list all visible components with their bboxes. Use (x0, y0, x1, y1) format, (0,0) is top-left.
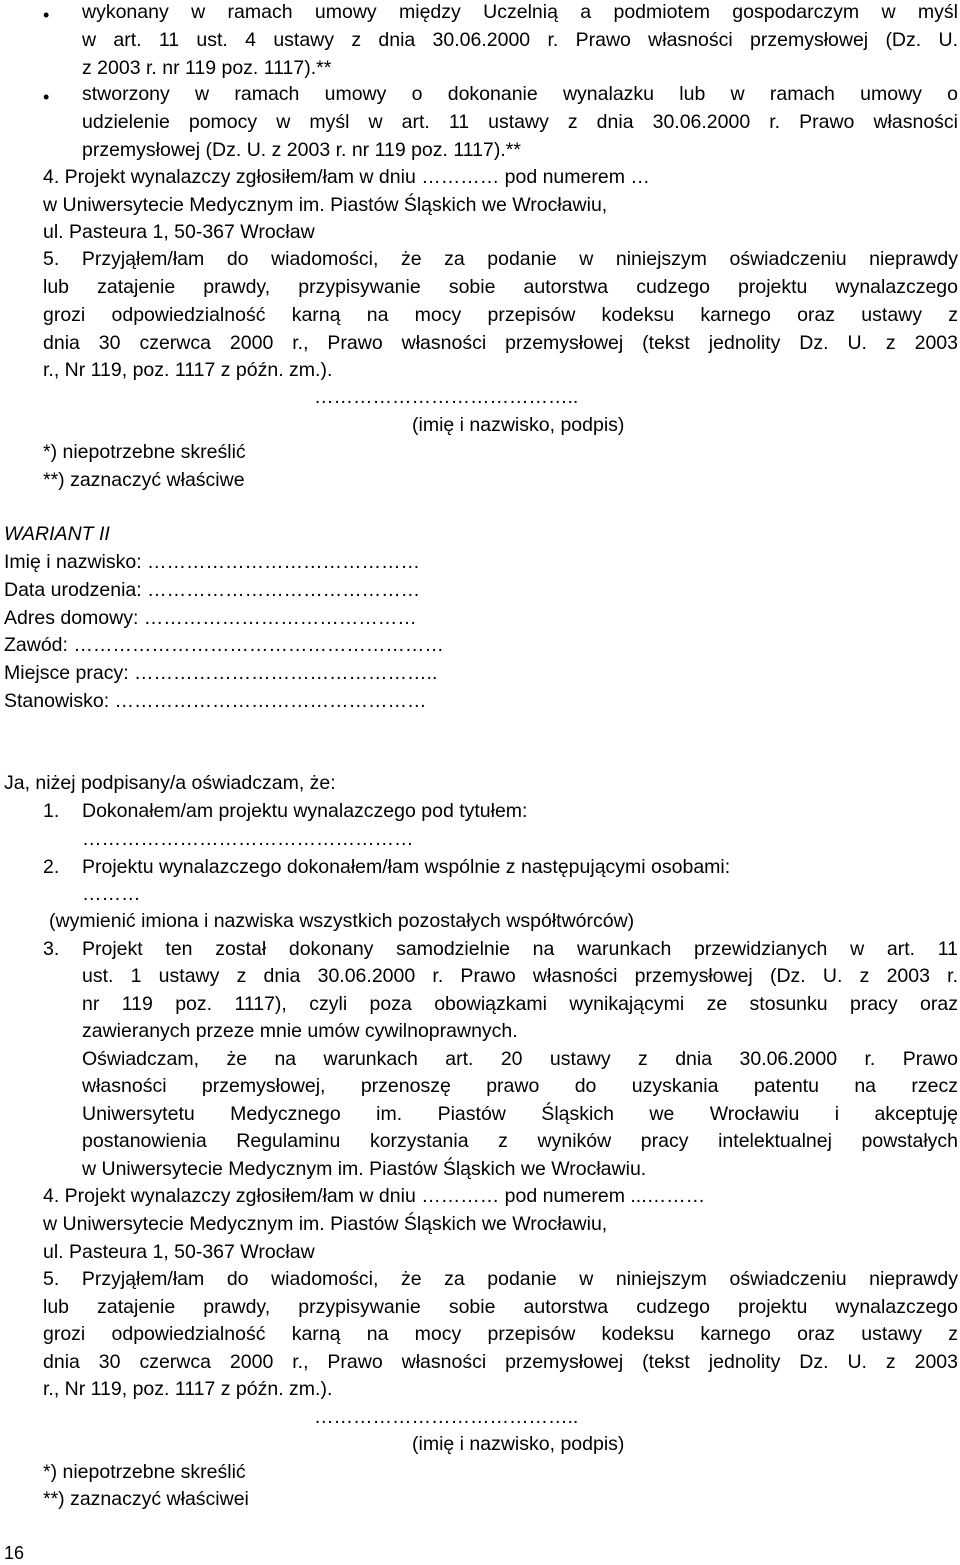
v1-footnote-2: **) zaznaczyć właściwe (43, 469, 245, 491)
item-2-dots: ……… (82, 883, 141, 905)
transfer-line-5: w Uniwersytecie Medycznym im. Piastów Śląskich we Wrocławiu. (82, 1158, 647, 1180)
transfer-line-1: Oświadczam, że na warunkach art. 20 ustawy z dnia 30.06.2000 r. Prawo (82, 1048, 958, 1070)
bullet-2-line-1: stworzony w ramach umowy o dokonanie wynalazku lub w ramach umowy o (82, 83, 958, 105)
v2-point-5-line-4: dnia 30 czerwca 2000 r., Prawo własności przemysłowej (tekst jednolity Dz. U. z 2003 (43, 1351, 958, 1373)
field-workplace: Miejsce pracy: ……………………………………….. (4, 662, 438, 684)
v2-point-5-line-3: grozi odpowiedzialność karną na mocy przepisów kodeksu karnego oraz ustawy z (43, 1323, 958, 1345)
v2-footnote-1: *) niepotrzebne skreślić (43, 1461, 246, 1483)
bullet-1-line-1: wykonany w ramach umowy między Uczelnią a podmiotem gospodarczym w myśl (82, 1, 958, 23)
v2-point-5-line-5: r., Nr 119, poz. 1117 z późn. zm.). (43, 1378, 333, 1400)
v1-point-5-line-5: r., Nr 119, poz. 1117 z późn. zm.). (43, 359, 333, 381)
v1-point-4-line-2: w Uniwersytecie Medycznym im. Piastów Śląskich we Wrocławiu, (43, 194, 608, 216)
item-1-dots: …………………………………………… (82, 828, 414, 850)
v2-footnote-2: **) zaznaczyć właściwei (43, 1488, 249, 1510)
page-number: 16 (4, 1543, 25, 1563)
v1-footnote-1: *) niepotrzebne skreślić (43, 441, 246, 463)
v1-point-4-line-3: ul. Pasteura 1, 50-367 Wrocław (43, 221, 315, 243)
bullet-marker: • (43, 5, 50, 25)
item-3-line-4: zawieranych przeze mnie umów cywilnoprawnych. (82, 1020, 518, 1042)
v1-signature-dots: ………………………………….. (314, 386, 579, 408)
transfer-line-2: własności przemysłowej, przenoszę prawo do uzyskania patentu na rzecz (82, 1075, 958, 1097)
v2-signature-dots: ………………………………….. (314, 1406, 579, 1428)
v1-point-5-line-3: grozi odpowiedzialność karną na mocy przepisów kodeksu karnego oraz ustawy z (43, 304, 958, 326)
v2-point-4-line-3: ul. Pasteura 1, 50-367 Wrocław (43, 1241, 315, 1263)
field-position: Stanowisko: ………………………………………… (4, 690, 427, 712)
item-2-number: 2. (43, 856, 60, 878)
bullet-marker: • (43, 87, 50, 107)
v1-point-5-line-4: dnia 30 czerwca 2000 r., Prawo własności przemysłowej (tekst jednolity Dz. U. z 2003 (43, 332, 958, 354)
v2-point-5-line-1: 5. Przyjąłem/łam do wiadomości, że za podanie w niniejszym oświadczeniu nieprawdy (43, 1268, 958, 1290)
v1-point-4-line-1: 4. Projekt wynalazczy zgłosiłem/łam w dniu ………… pod numerem … (43, 166, 650, 188)
item-3-line-3: nr 119 poz. 1117), czyli poza obowiązkami wynikającymi ze stosunku pracy oraz (82, 993, 958, 1015)
field-birth-date: Data urodzenia: …………………………………… (4, 579, 421, 601)
item-1-text: Dokonałem/am projektu wynalazczego pod tytułem: (82, 800, 528, 822)
field-profession: Zawód: ………………………………………………… (4, 634, 444, 656)
v2-point-4-line-2: w Uniwersytecie Medycznym im. Piastów Śląskich we Wrocławiu, (43, 1213, 608, 1235)
transfer-line-4: postanowienia Regulaminu korzystania z wyników pracy intelektualnej powstałych (82, 1130, 958, 1152)
field-name: Imię i nazwisko: …………………………………… (4, 551, 421, 573)
item-3-number: 3. (43, 938, 60, 960)
bullet-2-line-2: udzielenie pomocy w myśl w art. 11 ustawy z dnia 30.06.2000 r. Prawo własności (82, 111, 958, 133)
v2-signature-label: (imię i nazwisko, podpis) (412, 1433, 625, 1455)
item-2-note: (wymienić imiona i nazwiska wszystkich pozostałych współtwórców) (49, 910, 635, 932)
declaration-intro: Ja, niżej podpisany/a oświadczam, że: (4, 772, 336, 794)
item-3-line-2: ust. 1 ustawy z dnia 30.06.2000 r. Prawo własności przemysłowej (Dz. U. z 2003 r. (82, 965, 958, 987)
variant-2-heading: WARIANT II (4, 523, 110, 545)
bullet-1-line-3: z 2003 r. nr 119 poz. 1117).** (82, 57, 332, 79)
v2-point-5-line-2: lub zatajenie prawdy, przypisywanie sobie autorstwa cudzego projektu wynalazczego (43, 1296, 958, 1318)
bullet-2-line-3: przemysłowej (Dz. U. z 2003 r. nr 119 poz. 1117).** (82, 139, 521, 161)
field-address: Adres domowy: …………………………………… (4, 607, 417, 629)
item-3-line-1: Projekt ten został dokonany samodzielnie na warunkach przewidzianych w art. 11 (82, 938, 958, 960)
v1-point-5-line-2: lub zatajenie prawdy, przypisywanie sobie autorstwa cudzego projektu wynalazczego (43, 276, 958, 298)
item-1-number: 1. (43, 800, 60, 822)
v1-point-5-line-1: 5. Przyjąłem/łam do wiadomości, że za podanie w niniejszym oświadczeniu nieprawdy (43, 248, 958, 270)
item-2-text: Projektu wynalazczego dokonałem/łam wspólnie z następującymi osobami: (82, 856, 731, 878)
v2-point-4-line-1: 4. Projekt wynalazczy zgłosiłem/łam w dniu ………… pod numerem ...……… (43, 1185, 706, 1207)
bullet-1-line-2: w art. 11 ust. 4 ustawy z dnia 30.06.2000 r. Prawo własności przemysłowej (Dz. U. (82, 29, 958, 51)
v1-signature-label: (imię i nazwisko, podpis) (412, 414, 625, 436)
transfer-line-3: Uniwersytetu Medycznego im. Piastów Śląskich we Wrocławiu i akceptuję (82, 1103, 958, 1125)
